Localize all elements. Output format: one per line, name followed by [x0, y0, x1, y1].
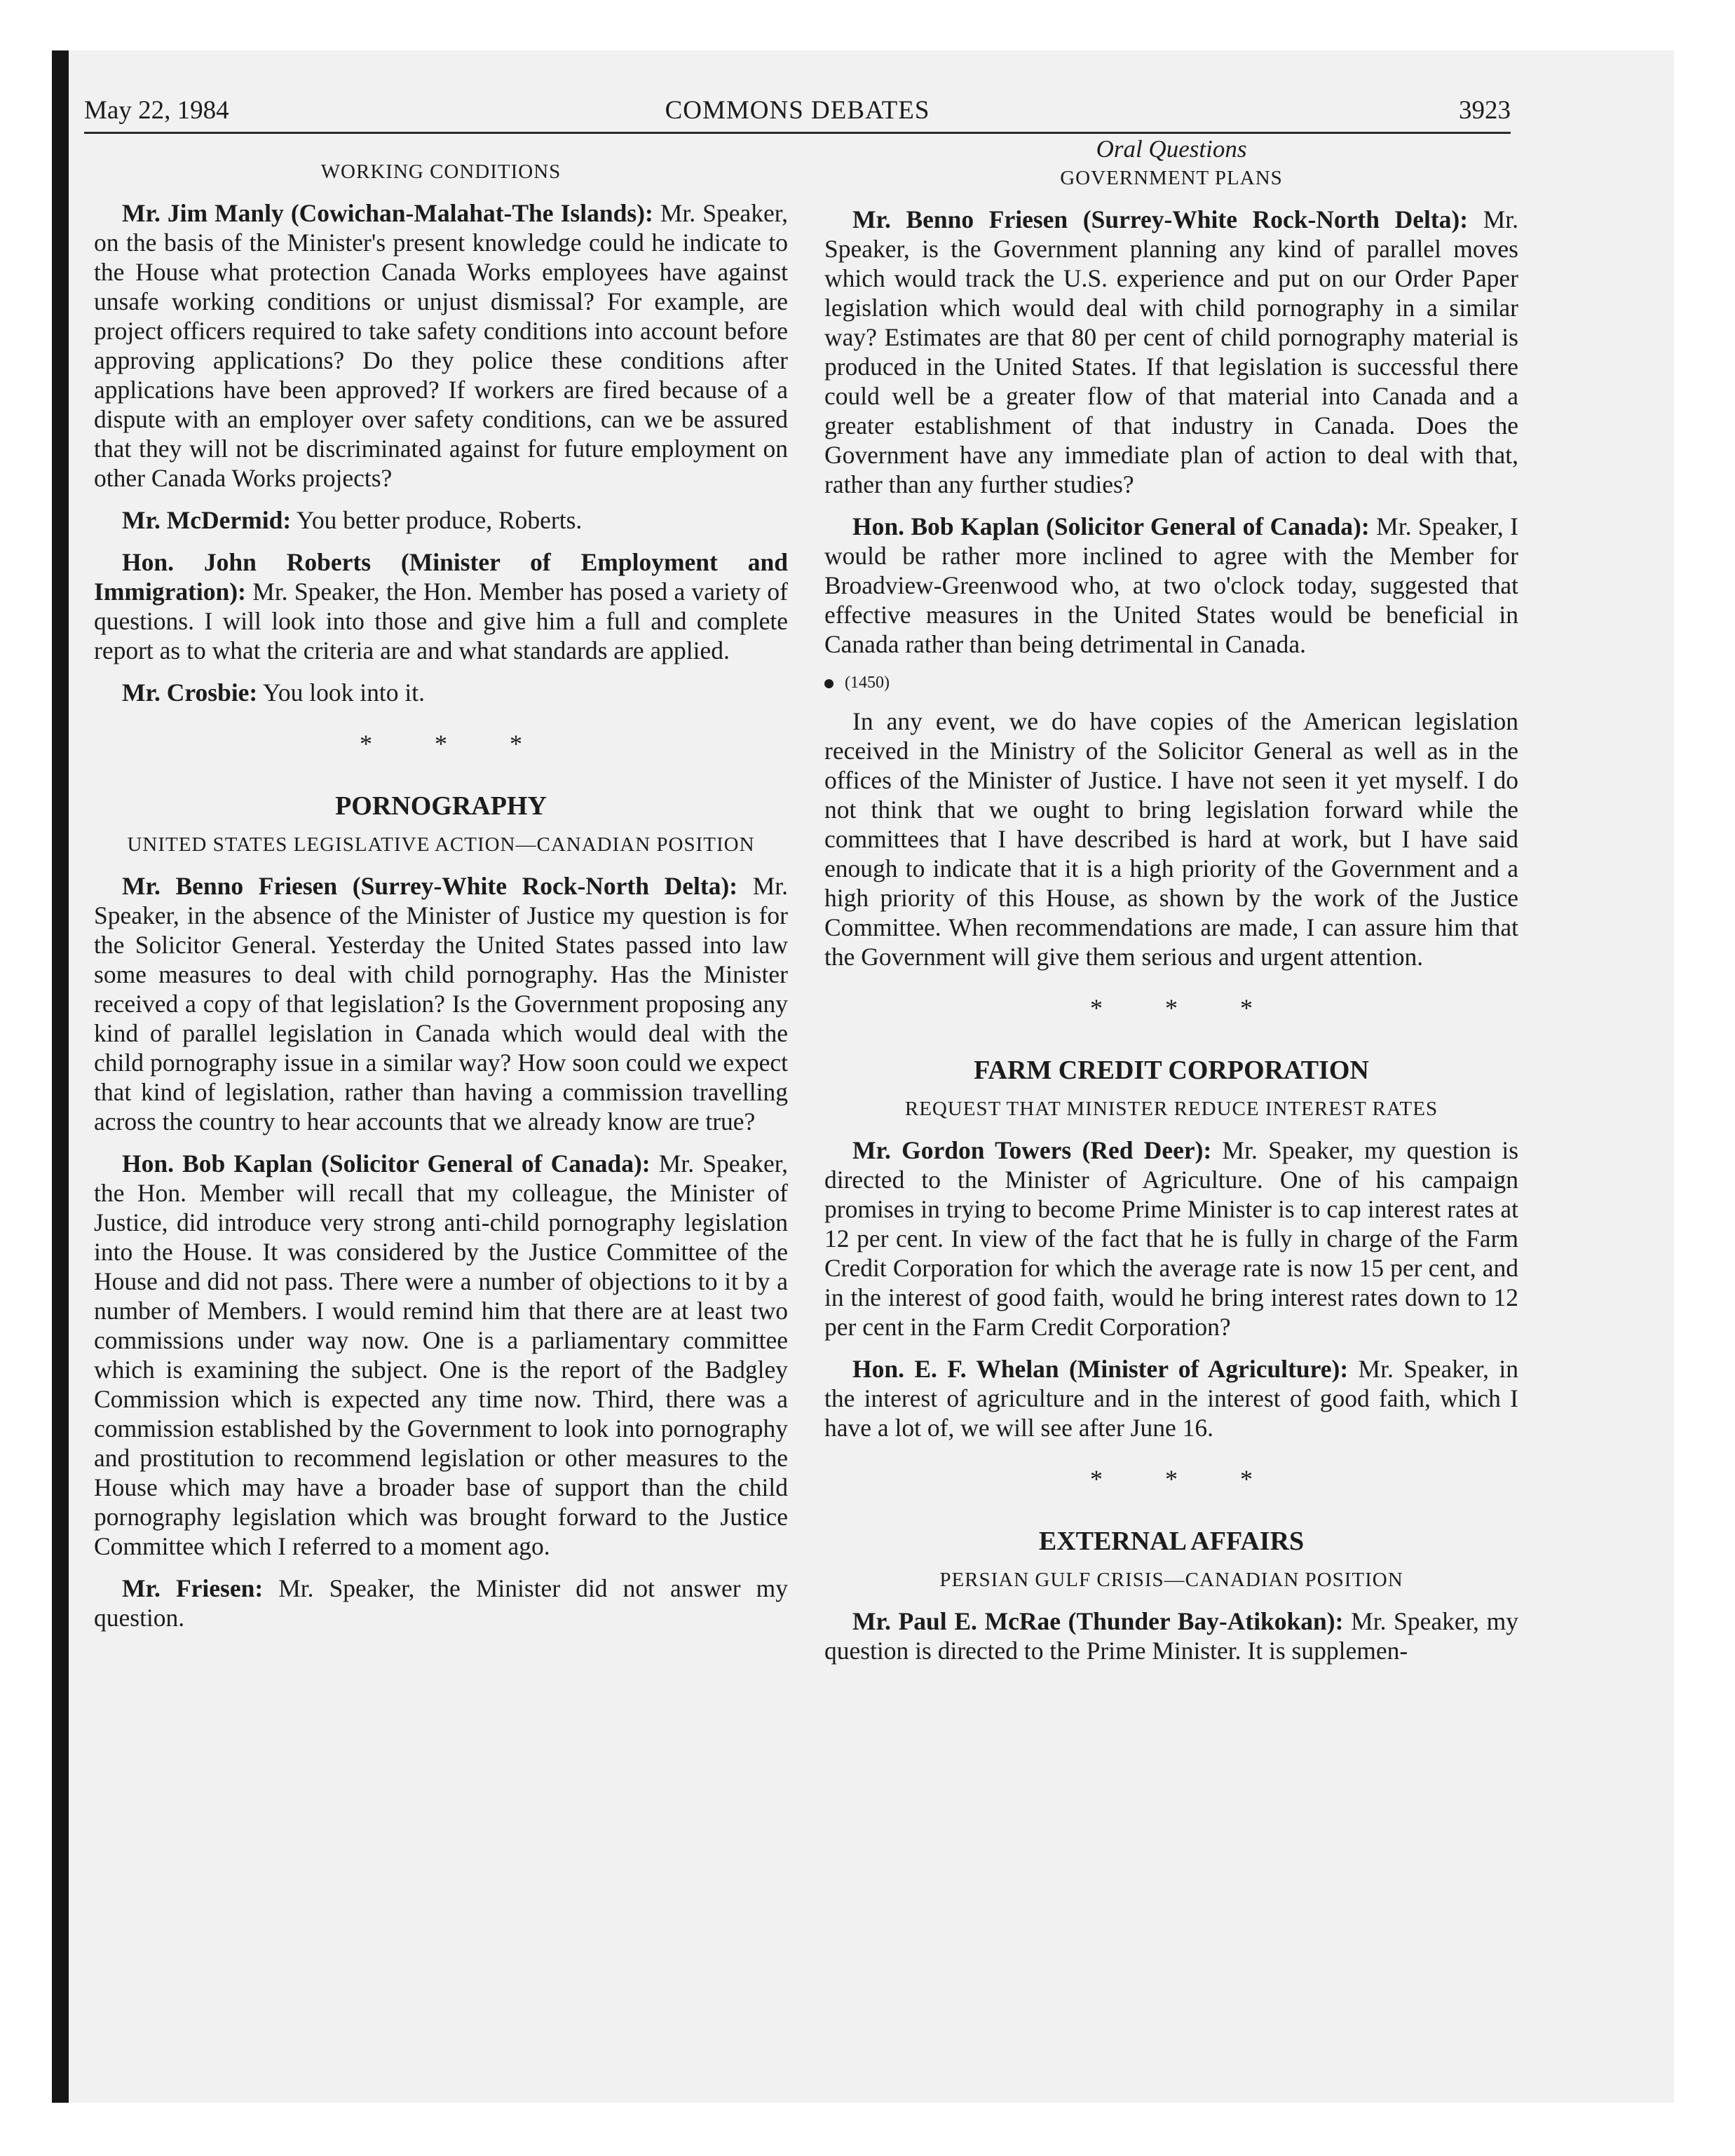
speech-text: Mr. Speaker, in the interest of agriculture and in the interest of good faith, which I have a lot of, we will see after June 16. [824, 1355, 1518, 1442]
paragraph-kaplan-plans [824, 512, 1518, 659]
section-separator: * * * [360, 730, 550, 758]
speaker-name: Mr. McDermid: [122, 506, 292, 534]
speech-text: Mr. Speaker, I would be rather more inclined to agree with the Member for Broadview-Greenwood who, at two o'clock today, suggested that effective measures in the United States would be beneficial in Canada rather than being detrimental in Canada. [824, 512, 1519, 658]
paragraph-crosbie [94, 678, 788, 707]
paragraph-friesen [94, 871, 788, 1136]
header-title: COMMONS DEBATES [665, 96, 930, 125]
paragraph-mcrae [824, 1606, 1518, 1665]
section-title-external-affairs: EXTERNAL AFFAIRS [1038, 1527, 1305, 1556]
speech-text: Mr. Speaker, is the Government planning any kind of parallel moves which would track the U.S. experience and put on our Order Paper legislation which would deal with child pornography in a similar way? Estimates are that 80 per cent of child pornography material is produced in the United States. If that legislation is successful there could well be a greater flow of that material into Canada and a greater establishment of that industry in Canada. Does the Government have any immediate plan of action to deal with that, rather than any further studies? [824, 205, 1519, 498]
header-page-number: 3923 [1459, 96, 1511, 125]
section-separator: * * * [1090, 1465, 1281, 1493]
speaker-name: Mr. Crosbie: [122, 678, 258, 707]
speaker-name: Mr. Gordon Towers (Red Deer): [852, 1136, 1212, 1164]
paragraph-mcdermid [94, 505, 788, 535]
subheading-farm-credit: REQUEST THAT MINISTER REDUCE INTEREST RATES [904, 1098, 1438, 1120]
speaker-name: Hon. John Roberts (Minister of Employment and Immigration): [94, 548, 788, 606]
section-title-pornography: PORNOGRAPHY [335, 791, 547, 821]
right-column [824, 135, 1518, 1665]
page-header [84, 90, 1511, 134]
speaker-name: Hon. Bob Kaplan (Solicitor General of Canada): [852, 512, 1370, 540]
speech-text: Mr. Speaker, the Hon. Member will recall that my colleague, the Minister of Justice, did introduce very strong anti-child pornography legislation into the House. It was considered by the Justice Committee of the House and did not pass. There were a number of objections to it by a number of Members. I would remind him that there are at least two commissions under way now. One is a parliamentary committee which is examining the subject. One is the report of the Badgley Commission which is expected any time now. Third, there was a commission established by the Government to look into pornography and prostitution to recommend legislation or other measures to the House which may have a broader base of support than the child pornography legislation which was brought forward to the Justice Committee which I referred to a moment ago. [94, 1149, 788, 1560]
bullet-dot-icon [824, 679, 834, 688]
speaker-name: Mr. Friesen: [122, 1574, 264, 1602]
time-marker [824, 669, 1518, 697]
speech-text: You look into it. [262, 678, 425, 707]
paragraph-whelan [824, 1354, 1518, 1442]
paragraph-friesen-followup [94, 1574, 788, 1632]
paragraph-kaplan-continued [824, 707, 1518, 971]
paragraph-manly [94, 198, 788, 493]
section-title-farm-credit: FARM CREDIT CORPORATION [974, 1056, 1369, 1085]
speaker-name: Mr. Jim Manly (Cowichan-Malahat-The Islands): [122, 199, 653, 227]
speech-text: Mr. Speaker, the Hon. Member has posed a variety of questions. I will look into those and give him a full and complete report as to what the criteria are and what standards are applied. [94, 578, 789, 664]
paragraph-kaplan [94, 1149, 788, 1561]
paragraph-roberts [94, 547, 788, 665]
speaker-name: Mr. Benno Friesen (Surrey-White Rock-North Delta): [122, 872, 738, 900]
speaker-name: Hon. E. F. Whelan (Minister of Agriculture): [852, 1355, 1349, 1383]
time-marker-text: (1450) [845, 674, 890, 692]
left-column [94, 158, 788, 1632]
speech-text: Mr. Speaker, my question is directed to the Prime Minister. It is supplemen- [824, 1607, 1518, 1665]
speech-text: Mr. Speaker, my question is directed to the Minister of Agriculture. One of his campaign promises in trying to become Prime Minister is to cap interest rates at 12 per cent. In view of the fact that he is fully in charge of the Farm Credit Corporation for which the average rate is now 15 per cent, and in the interest of good faith, would he bring interest rates down to 12 per cent in the Farm Credit Corporation? [824, 1136, 1519, 1341]
section-separator: * * * [1090, 994, 1281, 1022]
paragraph-towers [824, 1135, 1518, 1342]
running-head: Oral Questions [1096, 135, 1247, 163]
subheading-pornography: UNITED STATES LEGISLATIVE ACTION—CANADIAN POSITION [127, 833, 755, 856]
subheading-external-affairs: PERSIAN GULF CRISIS—CANADIAN POSITION [939, 1569, 1403, 1591]
section-heading-government-plans: GOVERNMENT PLANS [1060, 167, 1283, 189]
speaker-name: Mr. Paul E. McRae (Thunder Bay-Atikokan): [852, 1607, 1344, 1635]
speaker-name: Mr. Benno Friesen (Surrey-White Rock-North Delta): [852, 205, 1469, 233]
speaker-name: Hon. Bob Kaplan (Solicitor General of Canada): [122, 1149, 651, 1178]
speech-text: In any event, we do have copies of the American legislation received in the Ministry of the Solicitor General as well as in the offices of the Minister of Justice. I have not seen it yet myself. I do not think that we ought to bring legislation forward while the committees that I have described is hard at work, but I have said enough to indicate that it is a high priority of the Government and a high priority of this House, as shown by the work of the Justice Committee. When recommendations are made, I can assure him that the Government will give them serious and urgent attention. [824, 707, 1518, 971]
speech-text: You better produce, Roberts. [296, 506, 583, 534]
speech-text: Mr. Speaker, on the basis of the Minister's present knowledge could he indicate to the House what protection Canada Works employees have against unsafe working conditions or unjust dismissal? For example, are project officers required to take safety conditions into account before approving applications? Do they police these conditions after applications have been approved? If workers are fired because of a dispute with an employer over safety conditions, can we be assured that they will not be discriminated against for future employment on other Canada Works projects? [94, 199, 789, 492]
header-date: May 22, 1984 [84, 96, 229, 125]
scan-edge [52, 50, 69, 2103]
speech-text: Mr. Speaker, the Minister did not answer my question. [94, 1574, 789, 1632]
section-heading-working-conditions: WORKING CONDITIONS [320, 161, 562, 183]
paragraph-friesen-plans [824, 205, 1518, 499]
speech-text: Mr. Speaker, in the absence of the Minister of Justice my question is for the Solicitor General. Yesterday the United States passed into law some measures to deal with child pornography. Has the Minister received a copy of that legislation? Is the Government proposing any kind of parallel legislation in Canada which would deal with the child pornography issue in a similar way? How soon could we expect that kind of legislation, rather than having a commission travelling across the country to hear accounts that we already know are true? [94, 872, 789, 1135]
